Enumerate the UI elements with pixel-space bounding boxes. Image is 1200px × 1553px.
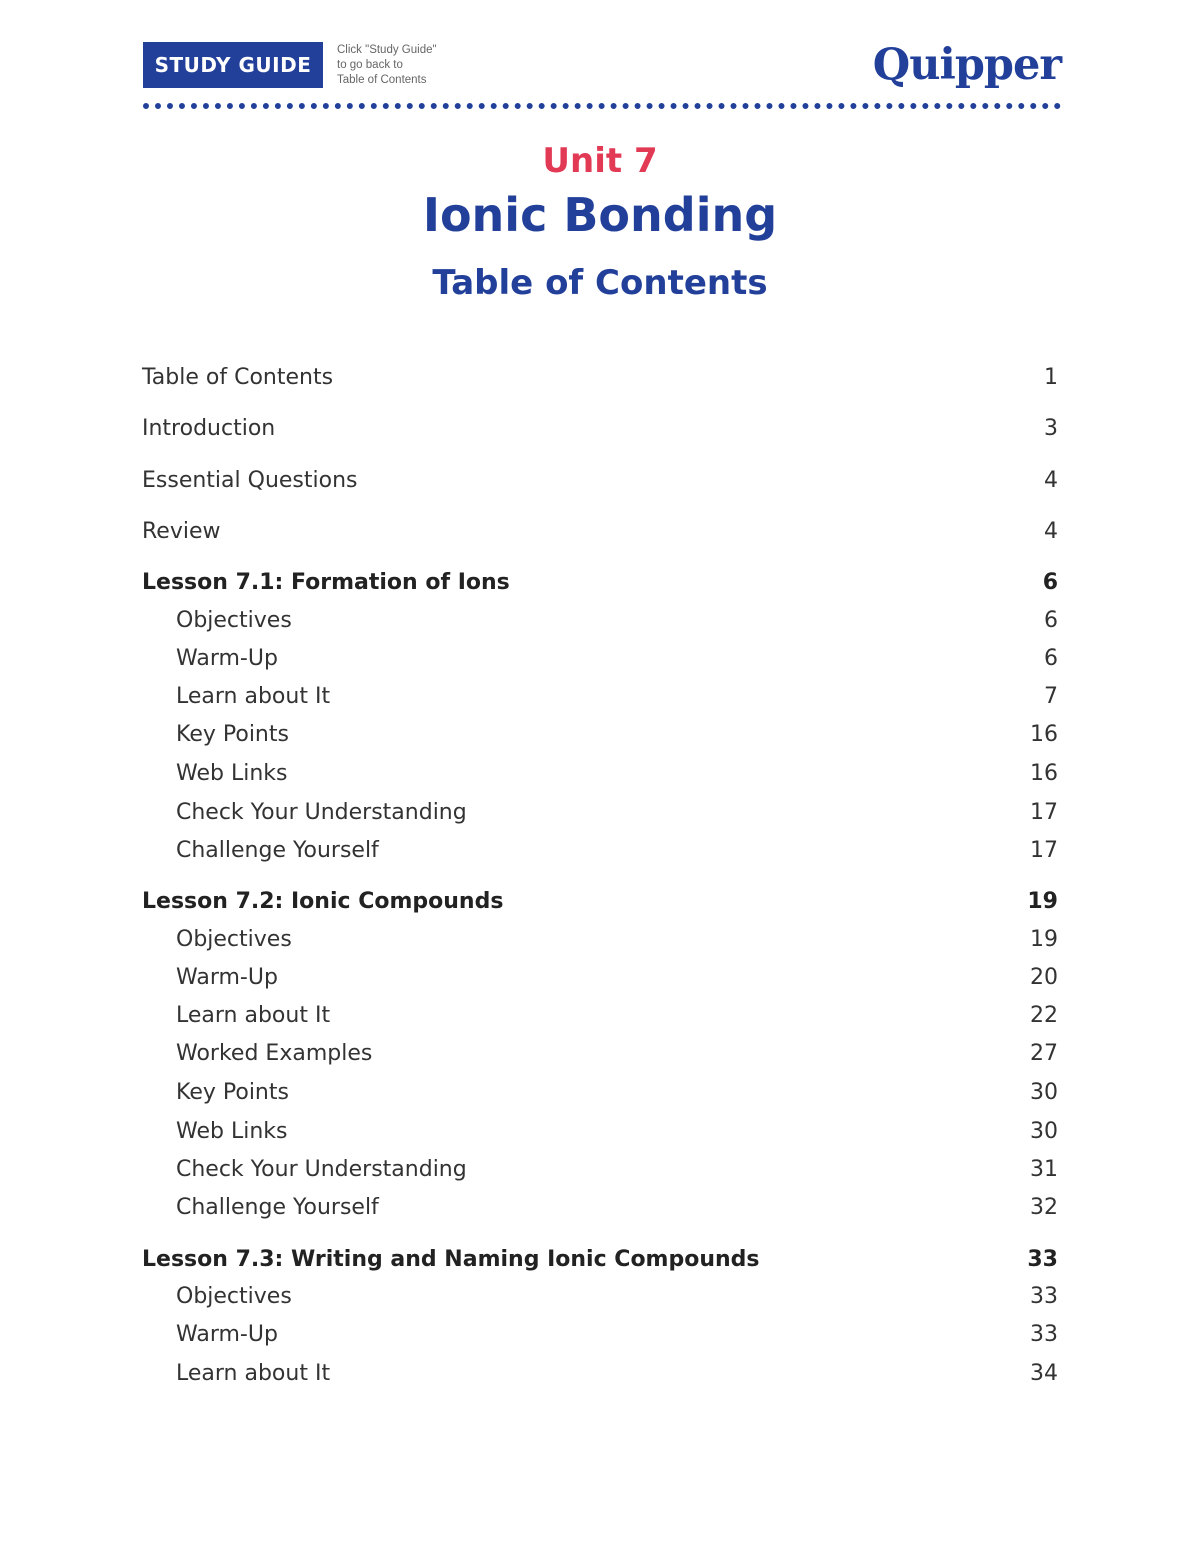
toc-subitem[interactable] bbox=[176, 923, 1058, 955]
toc-item-page: 1 bbox=[1044, 364, 1058, 390]
toc-lesson-label: Lesson 7.2: Ionic Compounds bbox=[142, 888, 504, 914]
toc-subitem-page: 17 bbox=[1030, 837, 1058, 863]
toc-lesson[interactable] bbox=[142, 566, 1058, 598]
toc-subitem[interactable] bbox=[176, 1280, 1058, 1312]
page-header bbox=[143, 42, 1061, 90]
toc-subitem-page: 6 bbox=[1044, 607, 1058, 633]
unit-label: Unit 7 bbox=[542, 141, 658, 181]
toc-subitem-label: Objectives bbox=[176, 1283, 292, 1309]
toc-subitem-label: Learn about It bbox=[176, 1360, 331, 1386]
toc-subitem-label: Warm-Up bbox=[176, 964, 278, 990]
toc-subitem-page: 6 bbox=[1044, 645, 1058, 671]
toc-subitem-page: 27 bbox=[1030, 1040, 1058, 1066]
toc-subitem-label: Web Links bbox=[176, 1118, 288, 1144]
toc-subitem[interactable] bbox=[176, 1318, 1058, 1350]
toc-subitem-page: 30 bbox=[1030, 1118, 1058, 1144]
toc-subitem-label: Warm-Up bbox=[176, 1321, 278, 1347]
toc-lesson-label: Lesson 7.3: Writing and Naming Ionic Compounds bbox=[142, 1246, 760, 1272]
hint-line: Click "Study Guide" bbox=[337, 44, 437, 56]
toc-subitem[interactable] bbox=[176, 999, 1058, 1031]
toc-subitem-label: Objectives bbox=[176, 926, 292, 952]
toc-subitem[interactable] bbox=[176, 642, 1058, 674]
toc-subitem-label: Key Points bbox=[176, 721, 289, 747]
toc-subitem-page: 22 bbox=[1030, 1002, 1058, 1028]
toc-subitem[interactable] bbox=[176, 1076, 1058, 1108]
toc-subitem-page: 32 bbox=[1030, 1194, 1058, 1220]
toc-subitem-label: Warm-Up bbox=[176, 645, 278, 671]
toc-lesson-page: 6 bbox=[1042, 569, 1058, 595]
toc-subitem[interactable] bbox=[176, 1115, 1058, 1147]
hint-line: Table of Contents bbox=[337, 74, 427, 86]
toc-subitem[interactable] bbox=[176, 1153, 1058, 1185]
toc-item[interactable] bbox=[142, 464, 1058, 496]
quipper-logo: Quipper bbox=[872, 40, 1061, 90]
toc-subitem-label: Check Your Understanding bbox=[176, 799, 467, 825]
toc-lesson-label: Lesson 7.1: Formation of Ions bbox=[142, 569, 510, 595]
toc-subitem-label: Challenge Yourself bbox=[176, 1194, 379, 1220]
toc-item-label: Table of Contents bbox=[142, 364, 334, 390]
toc-subitem-page: 17 bbox=[1030, 799, 1058, 825]
toc-lesson-page: 19 bbox=[1027, 888, 1058, 914]
toc-subitem-page: 33 bbox=[1030, 1283, 1058, 1309]
toc-item-page: 3 bbox=[1044, 415, 1058, 441]
toc-subitem[interactable] bbox=[176, 961, 1058, 993]
toc-subitem-label: Objectives bbox=[176, 607, 292, 633]
toc-subitem[interactable] bbox=[176, 1191, 1058, 1223]
page-subtitle: Table of Contents bbox=[432, 263, 768, 303]
toc-subitem-page: 34 bbox=[1030, 1360, 1058, 1386]
toc-lesson[interactable] bbox=[142, 885, 1058, 917]
toc-subitem-label: Challenge Yourself bbox=[176, 837, 379, 863]
toc-subitem[interactable] bbox=[176, 796, 1058, 828]
toc-lesson[interactable] bbox=[142, 1243, 1058, 1275]
hint-line: to go back to bbox=[337, 59, 403, 71]
toc-subitem-page: 33 bbox=[1030, 1321, 1058, 1347]
toc-subitem-label: Key Points bbox=[176, 1079, 289, 1105]
toc-lesson-page: 33 bbox=[1027, 1246, 1058, 1272]
toc-subitem[interactable] bbox=[176, 1357, 1058, 1389]
toc-item-label: Essential Questions bbox=[142, 467, 358, 493]
toc-subitem-label: Learn about It bbox=[176, 1002, 331, 1028]
toc-subitem-page: 19 bbox=[1030, 926, 1058, 952]
toc-item[interactable] bbox=[142, 515, 1058, 547]
toc-subitem[interactable] bbox=[176, 1037, 1058, 1069]
toc-subitem-page: 30 bbox=[1030, 1079, 1058, 1105]
page-title: Ionic Bonding bbox=[422, 188, 778, 242]
toc-subitem[interactable] bbox=[176, 834, 1058, 866]
toc-subitem-page: 20 bbox=[1030, 964, 1058, 990]
toc-subitem-page: 31 bbox=[1030, 1156, 1058, 1182]
toc-subitem[interactable] bbox=[176, 718, 1058, 750]
toc-subitem-page: 16 bbox=[1030, 760, 1058, 786]
toc-subitem[interactable] bbox=[176, 680, 1058, 712]
toc-subitem[interactable] bbox=[176, 757, 1058, 789]
toc-subitem-label: Worked Examples bbox=[176, 1040, 373, 1066]
toc-item-label: Review bbox=[142, 518, 221, 544]
toc-item-page: 4 bbox=[1044, 467, 1058, 493]
toc-subitem-page: 16 bbox=[1030, 721, 1058, 747]
study-guide-button[interactable]: STUDY GUIDE bbox=[143, 42, 323, 88]
toc-subitem-label: Web Links bbox=[176, 760, 288, 786]
study-guide-hint bbox=[337, 43, 437, 88]
toc-item[interactable] bbox=[142, 412, 1058, 444]
toc-item-label: Introduction bbox=[142, 415, 276, 441]
toc-subitem-label: Check Your Understanding bbox=[176, 1156, 467, 1182]
toc-item[interactable] bbox=[142, 361, 1058, 393]
dotted-divider bbox=[143, 103, 1061, 109]
toc-subitem[interactable] bbox=[176, 604, 1058, 636]
toc-item-page: 4 bbox=[1044, 518, 1058, 544]
toc-subitem-page: 7 bbox=[1044, 683, 1058, 709]
toc-subitem-label: Learn about It bbox=[176, 683, 331, 709]
